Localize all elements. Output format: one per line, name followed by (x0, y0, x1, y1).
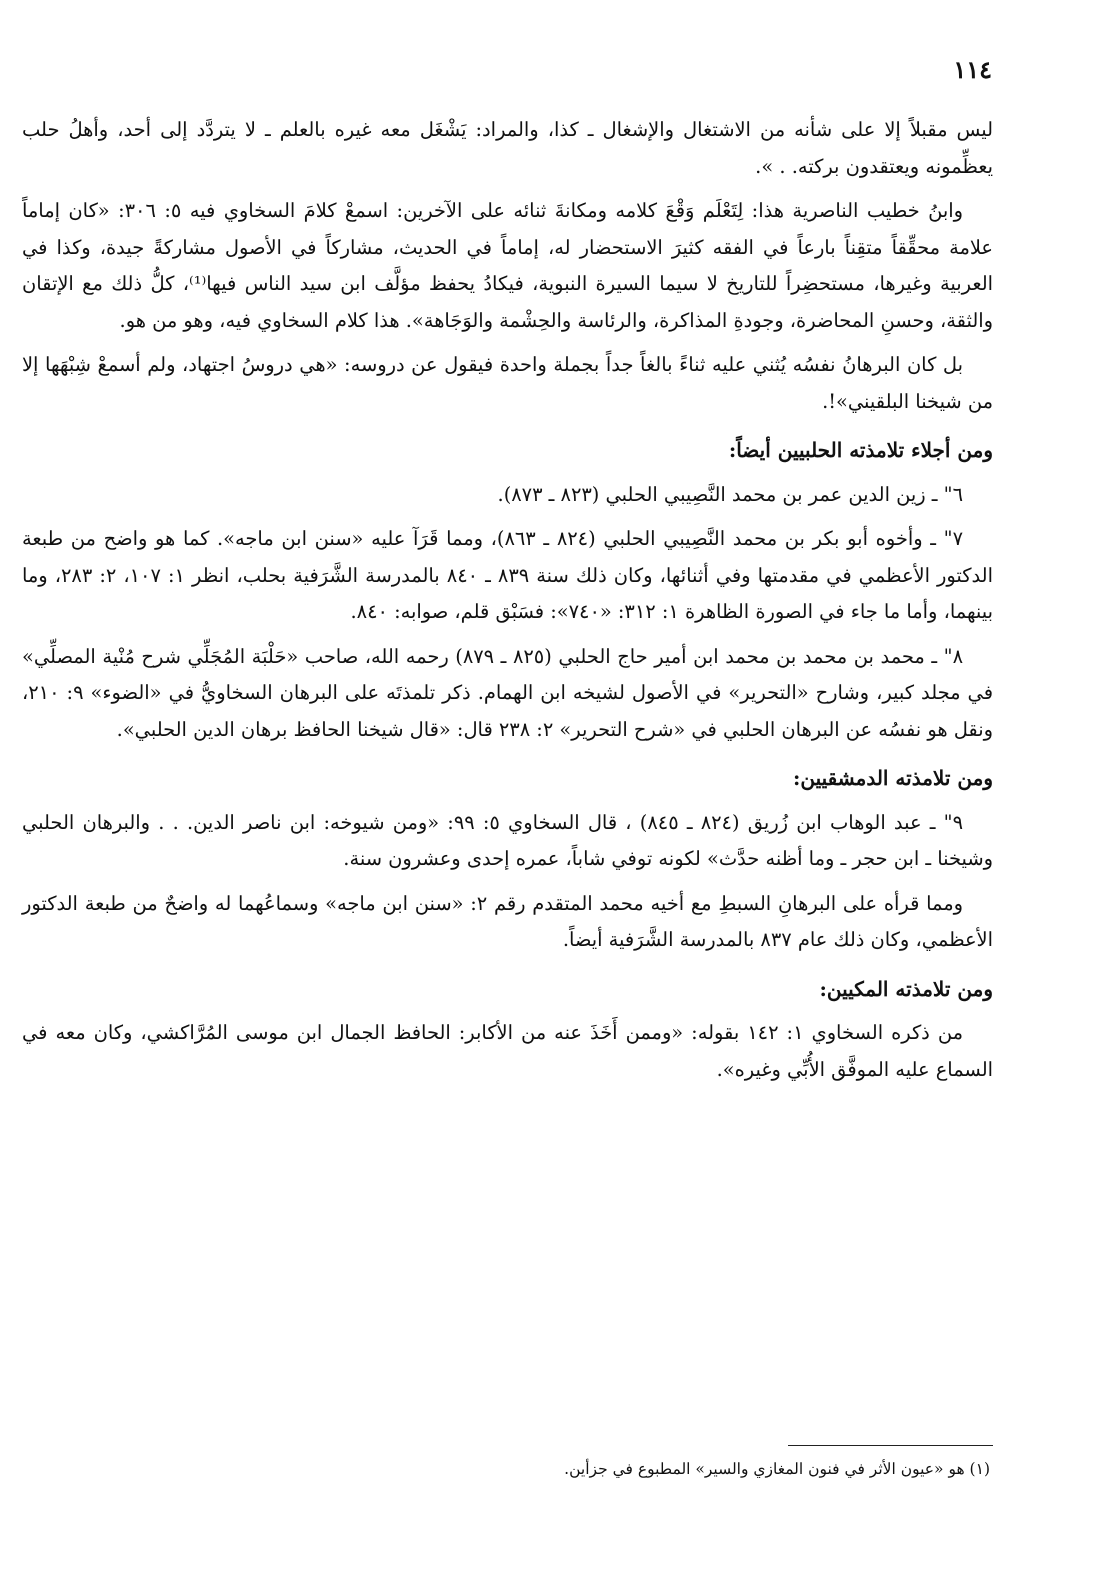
paragraph: وابنُ خطيب الناصرية هذا: لِتَعْلَم وَقْعَ كلامه ومكانةَ ثنائه على الآخرين: اسمعْ كلامَ السخاوي فيه ٥: ٣٠٦: «كان إماماً علامة محقِّقاً متقِناً بارعاً في الفقه كثيرَ الاستحضار له، إماماً في الحديث، مشاركاً في الأصول مشاركةً جيدة، وكذا في العربية وغيرها، مستحضِراً للتاريخ لا سيما السيرة النبوية، فيكادُ يحفظ مؤلَّف ابن سيد الناس فيها⁽¹⁾، كلُّ ذلك مع الإتقان والثقة، وحسنِ المحاضرة، وجودةِ المذاكرة، والرئاسة والحِشْمة والوَجَاهة». هذا كلام السخاوي فيه، وهو من هو. (22, 199, 993, 332)
paragraph: ٧" ـ وأخوه أبو بكر بن محمد النَّصِيبي الحلبي (٨٢٤ ـ ٨٦٣)، ومما قَرَآ عليه «سنن ابن ماجه». كما هو واضح من طبعة الدكتور الأعظمي في مقدمتها وفي أثنائها، وكان ذلك سنة ٨٣٩ ـ ٨٤٠ بالمدرسة الشَّرَفية بحلب، انظر ١: ١٠٧، ٢: ٢٨٣، وما بينهما، وأما ما جاء في الصورة الظاهرة ١: ٣١٢: «٧٤٠»: فسَبْق قلم، صوابه: ٨٤٠. (22, 527, 993, 623)
paragraph: ٩" ـ عبد الوهاب ابن زُريق (٨٢٤ ـ ٨٤٥) ، قال السخاوي ٥: ٩٩: «ومن شيوخه: ابن ناصر الدين. . . والبرهان الحلبي وشيخنا ـ ابن حجر ـ وما أظنه حدَّث» لكونه توفي شاباً، عمره إحدى وعشرون سنة. (22, 810, 993, 870)
footnote-divider (788, 1445, 993, 1446)
paragraph: ٦" ـ زين الدين عمر بن محمد النَّصِيبي الحلبي (٨٢٣ ـ ٨٧٣). (497, 482, 963, 506)
section-heading: ومن تلامذته الدمشقيين: (792, 766, 993, 790)
paragraph: ومما قرأه على البرهانِ السبطِ مع أخيه محمد المتقدم رقم ٢: «سنن ابن ماجه» وسماعُهما له واضحٌ من طبعة الدكتور الأعظمي، وكان ذلك عام ٨٣٧ بالمدرسة الشَّرَفية أيضاً. (22, 891, 993, 951)
footnote: (١) هو «عيون الأثر في فنون المغازي والسير» المطبوع في جزأين. (564, 1460, 990, 1478)
page-number: ١١٤ (953, 55, 992, 84)
body-text (22, 112, 993, 1096)
paragraph: ٨" ـ محمد بن محمد بن محمد ابن أمير حاج الحلبي (٨٢٥ ـ ٨٧٩) رحمه الله، صاحب «حَلْبَة المُجَلِّي شرح مُنْية المصلِّي» في مجلد كبير، وشارح «التحرير» في الأصول لشيخه ابن الهمام. ذكر تلمذتَه على البرهان السخاويُّ في «الضوء» ٩: ٢١٠، ونقل هو نفسُه عن البرهان الحلبي في «شرح التحرير» ٢: ٢٣٨ قال: «قال شيخنا الحافظ برهان الدين الحلبي». (22, 644, 993, 741)
paragraph: من ذكره السخاوي ١: ١٤٢ بقوله: «وممن أَخَذَ عنه من الأكابر: الحافظ الجمال ابن موسى المُرَّاكشي، وكان معه في السماع عليه الموفَّق الأُبِّي وغيره». (22, 1021, 993, 1081)
paragraph: ليس مقبلاً إلا على شأنه من الاشتغال والإشغال ـ كذا، والمراد: يَشْغَل معه غيره بالعلم ـ لا يتردَّد إلى أحد، وأهلُ حلب يعظِّمونه ويعتقدون بركته. . ». (22, 118, 993, 178)
section-heading: ومن أجلاء تلامذته الحلبيين أيضاً: (728, 438, 993, 462)
paragraph: بل كان البرهانُ نفسُه يُثني عليه ثناءً بالغاً جداً بجملة واحدة فيقول عن دروسه: «هي دروسُ اجتهاد، ولم أسمعْ شِبْهَها إلا من شيخنا البلقيني»!. (22, 353, 993, 413)
section-heading: ومن تلامذته المكيين: (819, 976, 993, 1001)
